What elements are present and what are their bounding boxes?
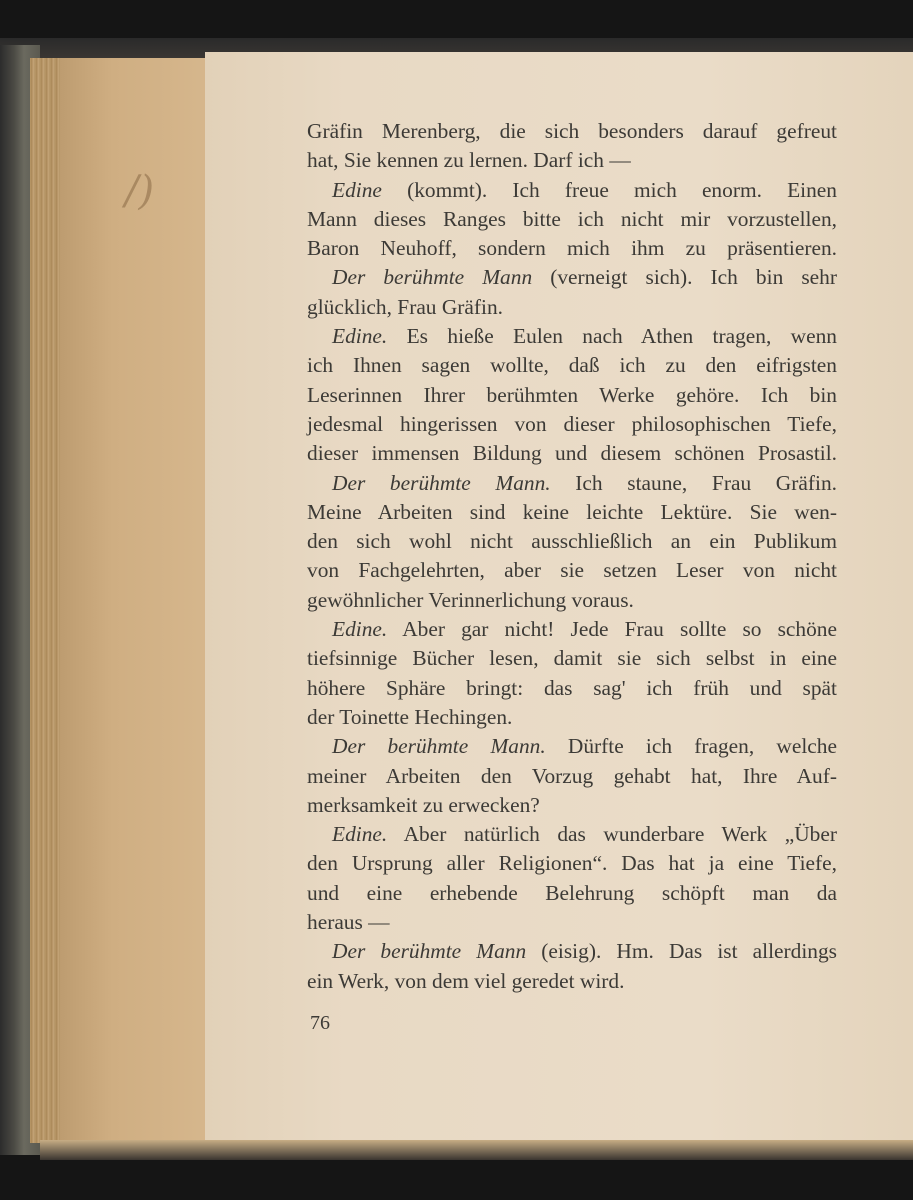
line-text: merksamkeit zu erwecken?	[307, 792, 540, 817]
text-line	[307, 791, 837, 820]
text-line	[307, 351, 837, 380]
text-line	[307, 410, 837, 439]
line-text: ich Ihnen sagen wollte, daß ich zu den eifrigsten	[307, 353, 837, 378]
text-line	[307, 146, 837, 175]
line-text: meiner Arbeiten den Vorzug gehabt hat, Ihre Auf-	[307, 763, 837, 788]
pencil-mark: /)	[125, 168, 155, 214]
text-line	[307, 703, 837, 732]
page-edges	[30, 58, 60, 1143]
speaker-name: Edine.	[332, 822, 388, 847]
speaker-name: Der berühmte Mann.	[332, 470, 551, 495]
text-line	[307, 849, 837, 878]
text-line	[307, 439, 837, 468]
line-text: jedesmal hingerissen von dieser philosophischen Tiefe,	[307, 411, 837, 436]
text-line	[307, 820, 837, 849]
line-text: und eine erhebende Belehrung schöpft man da	[307, 880, 837, 905]
line-text: Meine Arbeiten sind keine leichte Lektüre. Sie wen-	[307, 499, 837, 524]
line-text: Leserinnen Ihrer berühmten Werke gehöre. Ich bin	[307, 382, 837, 407]
speaker-name: Edine.	[332, 324, 388, 349]
text-line	[307, 322, 837, 351]
line-text: von Fachgelehrten, aber sie setzen Leser von nicht	[307, 558, 837, 583]
text-line	[307, 879, 837, 908]
book-bottom-edge	[40, 1140, 913, 1160]
text-line	[307, 205, 837, 234]
line-text: (eisig). Hm. Das ist allerdings	[526, 939, 837, 964]
text-line	[307, 674, 837, 703]
line-text: hat, Sie kennen zu lernen. Darf ich —	[307, 148, 631, 173]
text-line	[307, 732, 837, 761]
text-line	[307, 556, 837, 585]
text-line	[307, 469, 837, 498]
line-text: Mann dieses Ranges bitte ich nicht mir vorzustellen,	[307, 206, 837, 231]
speaker-name: Edine	[332, 177, 382, 202]
text-line	[307, 937, 837, 966]
text-line	[307, 381, 837, 410]
line-text: (verneigt sich). Ich bin sehr	[532, 265, 837, 290]
text-line	[307, 263, 837, 292]
text-line	[307, 586, 837, 615]
line-text: den Ursprung aller Religionen“. Das hat ja eine Tiefe,	[307, 851, 837, 876]
line-text: glücklich, Frau Gräfin.	[307, 294, 504, 319]
page-number: 76	[310, 1012, 330, 1034]
text-line	[307, 498, 837, 527]
line-text: der Toinette Hechingen.	[307, 704, 513, 729]
text-line	[307, 117, 837, 146]
line-text: Es hieße Eulen nach Athen tragen, wenn	[387, 324, 837, 349]
speaker-name: Edine.	[332, 617, 388, 642]
line-text: Gräfin Merenberg, die sich besonders darauf gefreut	[307, 119, 837, 143]
speaker-name: Der berühmte Mann.	[332, 734, 546, 759]
text-line	[307, 527, 837, 556]
text-line	[307, 293, 837, 322]
line-text: dieser immensen Bildung und diesem schönen Prosastil.	[307, 441, 837, 466]
line-text: Ich staune, Frau Gräfin.	[550, 470, 837, 495]
text-line	[307, 908, 837, 937]
page-text	[307, 117, 837, 996]
line-text: Aber gar nicht! Jede Frau sollte so schöne	[387, 617, 837, 642]
line-text: Baron Neuhoff, sondern mich ihm zu präsentieren.	[307, 236, 837, 261]
line-text: höhere Sphäre bringt: das sag' ich früh und spät	[307, 675, 837, 700]
line-text: (kommt). Ich freue mich enorm. Einen	[381, 177, 837, 202]
text-line	[307, 644, 837, 673]
line-text: Dürfte ich fragen, welche	[545, 734, 837, 759]
text-line	[307, 967, 837, 996]
line-text: gewöhnlicher Verinnerlichung voraus.	[307, 587, 634, 612]
facing-page-strip	[60, 58, 210, 1148]
text-line	[307, 762, 837, 791]
line-text: ein Werk, von dem viel geredet wird.	[307, 968, 625, 993]
line-text: heraus —	[307, 910, 390, 935]
text-line	[307, 615, 837, 644]
line-text: den sich wohl nicht ausschließlich an ein Publikum	[307, 529, 837, 554]
speaker-name: Der berühmte Mann	[332, 939, 527, 964]
speaker-name: Der berühmte Mann	[332, 265, 533, 290]
text-line	[307, 234, 837, 263]
line-text: Aber natürlich das wunderbare Werk „Über	[387, 822, 837, 847]
text-line	[307, 176, 837, 205]
line-text: tiefsinnige Bücher lesen, damit sie sich selbst in eine	[307, 646, 837, 671]
